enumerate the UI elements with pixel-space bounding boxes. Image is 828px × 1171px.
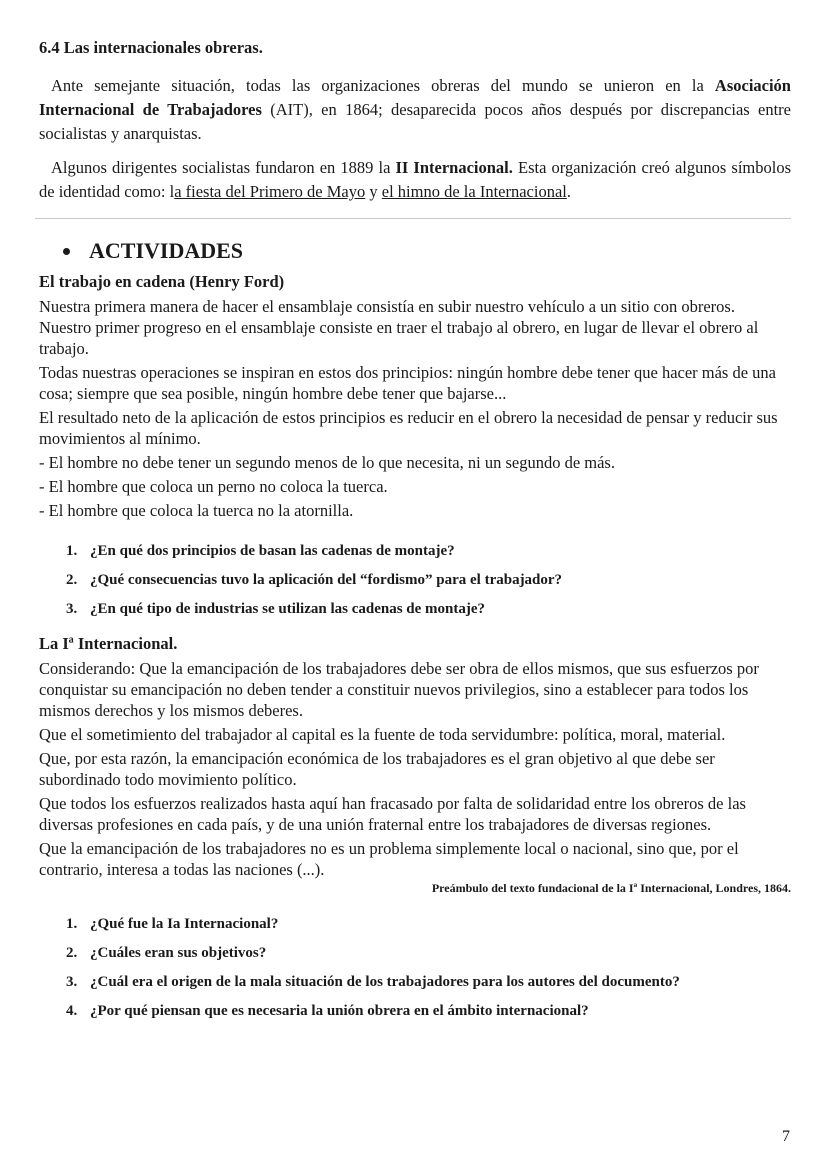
- question-item: [66, 543, 791, 560]
- question-text: ¿Cuáles eran sus objetivos?: [90, 945, 267, 961]
- text-run: .: [566, 182, 571, 201]
- question-item: [66, 572, 791, 589]
- text-paragraph: El resultado neto de la aplicación de estos principios es reducir en el obrero la necesidad de pensar y reducir sus movimientos al mínimo.: [39, 408, 778, 448]
- text-paragraph: Nuestra primera manera de hacer el ensamblaje consistía en subir nuestro vehículo a un sitio con obreros. Nuestro primer progreso en el ensamblaje consiste en traer el trabajo al obrero, en lugar de llevar el obrero al trabajo.: [39, 297, 759, 358]
- question-item: [66, 1003, 791, 1020]
- text-run: Algunos dirigentes socialistas fundaron en 1889 la: [51, 158, 396, 177]
- question-text: ¿En qué dos principios de basan las cadenas de montaje?: [90, 543, 455, 559]
- ford-questions: [66, 543, 791, 618]
- question-text: ¿En qué tipo de industrias se utilizan las cadenas de montaje?: [90, 601, 486, 617]
- activities-heading: [63, 238, 791, 264]
- question-text: ¿Qué consecuencias tuvo la aplicación del “fordismo” para el trabajador?: [90, 572, 563, 588]
- question-number: 3.: [66, 601, 78, 617]
- question-number: 3.: [66, 974, 78, 990]
- first-international-questions: [66, 916, 791, 1020]
- question-item: [66, 974, 791, 991]
- page-number: 7: [782, 1128, 790, 1145]
- text-paragraph: Todas nuestras operaciones se inspiran en estos dos principios: ningún hombre debe tener que hacer más de una cosa; siempre que sea posible, ningún hombre debe tener que bajarse...: [39, 363, 777, 403]
- question-number: 1.: [66, 543, 78, 559]
- question-text: ¿Qué fue la Ia Internacional?: [90, 916, 279, 932]
- question-text: ¿Cuál era el origen de la mala situación de los trabajadores para los autores del documento?: [90, 974, 680, 990]
- paragraph-second-international: [39, 156, 791, 204]
- text-paragraph: Que todos los esfuerzos realizados hasta aquí han fracasado por falta de solidaridad entre los obreros de las diversas profesiones en cada país, y de una unión fraternal entre los trabajadores de diversas regiones.: [39, 794, 746, 834]
- question-number: 2.: [66, 572, 78, 588]
- bold-term-ii-internacional: II Internacional.: [395, 158, 513, 177]
- text-run: Esta organización creó algunos símbolos de identidad como: l: [39, 158, 791, 201]
- ford-title: El trabajo en cadena (Henry Ford): [39, 272, 285, 291]
- text-run: (AIT), en 1864; desaparecida pocos años después por discrepancias entre socialistas y anarquistas.: [39, 100, 791, 143]
- first-international-title: La Iª Internacional.: [39, 634, 178, 653]
- activities-title: ACTIVIDADES: [89, 238, 244, 263]
- text-paragraph: - El hombre no debe tener un segundo menos de lo que necesita, ni un segundo de más.: [39, 453, 615, 472]
- question-text: ¿Por qué piensan que es necesaria la unión obrera en el ámbito internacional?: [90, 1003, 589, 1019]
- question-number: 2.: [66, 945, 78, 961]
- question-item: [66, 601, 791, 618]
- text-paragraph: Considerando: Que la emancipación de los trabajadores debe ser obra de ellos mismos, que sus esfuerzos por conquistar su emancipación no deben tender a constituir nuevos privilegios, sino a establecer para todos los mismos derechos y los mismos deberes.: [39, 659, 759, 720]
- divider: [35, 218, 791, 219]
- question-number: 4.: [66, 1003, 78, 1019]
- text-paragraph: Que la emancipación de los trabajadores no es un problema simplemente local o nacional, sino que, por el contrario, interesa a todas las naciones (...).: [39, 839, 739, 879]
- text-paragraph: Que el sometimiento del trabajador al capital es la fuente de toda servidumbre: política, moral, material.: [39, 725, 726, 744]
- text-run: Ante semejante situación, todas las organizaciones obreras del mundo se unieron en la: [51, 76, 715, 95]
- question-item: [66, 945, 791, 962]
- bold-term-ait: Asociación Internacional de Trabajadores: [39, 76, 791, 119]
- text-paragraph: - El hombre que coloca la tuerca no la atornilla.: [39, 501, 354, 520]
- bullet-icon: [63, 248, 70, 255]
- section-title: 6.4 Las internacionales obreras.: [39, 38, 263, 57]
- document-page: [39, 38, 791, 1036]
- link-primero-de-mayo[interactable]: a fiesta del Primero de Mayo: [174, 182, 366, 201]
- link-himno-internacional[interactable]: el himno de la Internacional: [381, 182, 567, 201]
- ford-text: [39, 296, 791, 521]
- first-international-text: [39, 658, 791, 880]
- source-citation: Preámbulo del texto fundacional de la Iª Internacional, Londres, 1864.: [431, 881, 791, 895]
- question-number: 1.: [66, 916, 78, 932]
- question-item: [66, 916, 791, 933]
- text-paragraph: Que, por esta razón, la emancipación económica de los trabajadores es el gran objetivo al que debe ser subordinado todo movimiento político.: [39, 749, 715, 789]
- text-paragraph: - El hombre que coloca un perno no coloca la tuerca.: [39, 477, 388, 496]
- text-run: y: [365, 182, 382, 201]
- paragraph-ait: [39, 74, 791, 146]
